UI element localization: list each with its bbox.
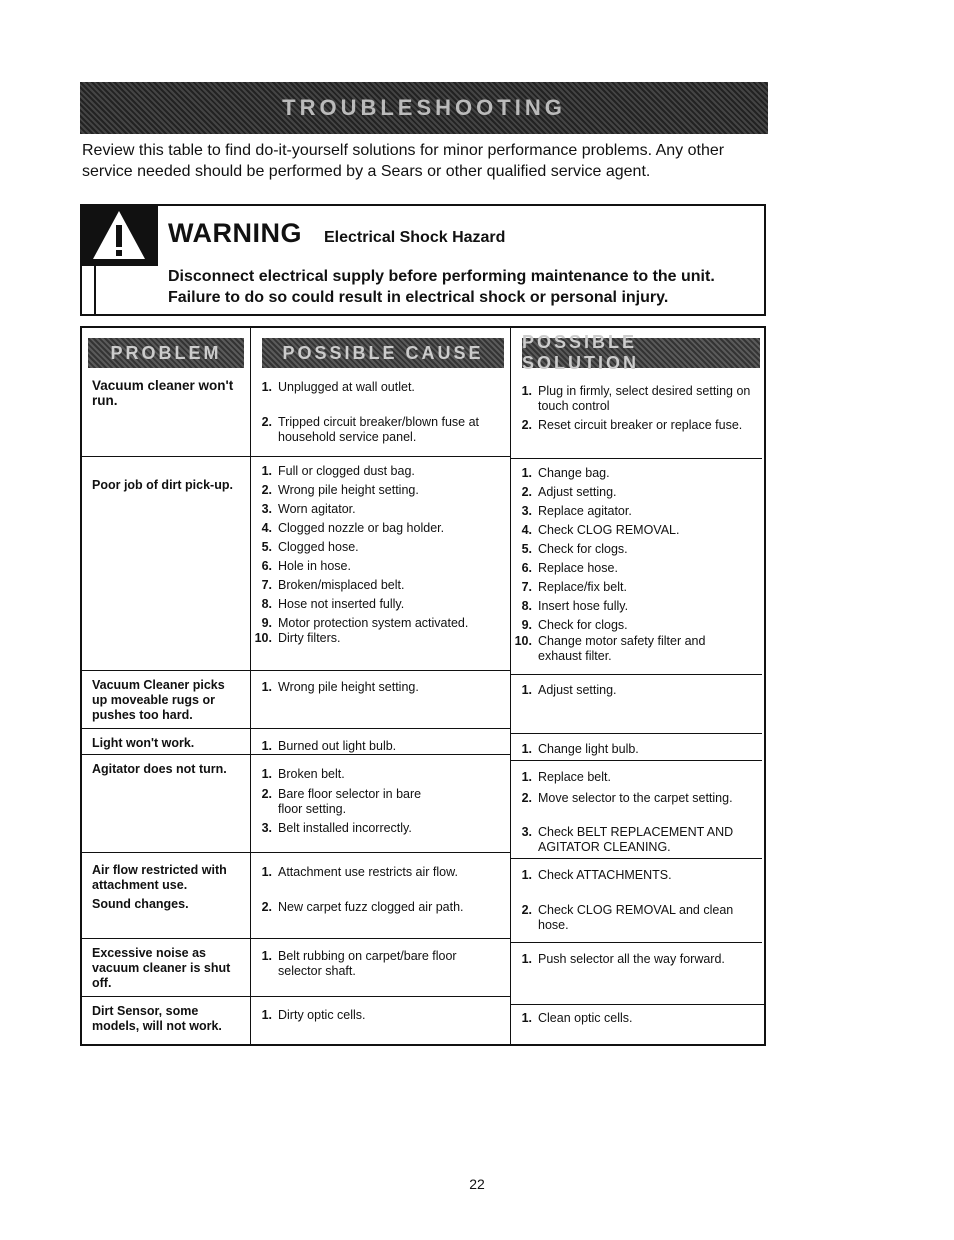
row-divider <box>82 670 510 671</box>
solution-item: 1. Change bag. <box>521 466 610 480</box>
cause-item: 1. Broken belt. <box>261 767 345 781</box>
cause-item: 1. Unplugged at wall outlet. <box>261 380 415 394</box>
problem-text: Vacuum Cleaner picks up moveable rugs or pushes too hard. <box>92 678 225 722</box>
header-problem: PROBLEM <box>88 338 244 368</box>
row-divider <box>82 852 510 853</box>
solution-item: 10. Change motor safety filter and exhaust filter. <box>514 634 706 663</box>
cause-item: 1. Full or clogged dust bag. <box>261 464 415 478</box>
cause-item: 1. Wrong pile height setting. <box>261 680 419 694</box>
cause-item: 10. Dirty filters. <box>254 631 341 645</box>
solution-item: 2. Move selector to the carpet setting. <box>521 791 733 805</box>
row-divider <box>510 733 762 734</box>
header-cause: POSSIBLE CAUSE <box>262 338 504 368</box>
cause-item: 1. Belt rubbing on carpet/bare floor selector shaft. <box>261 949 457 978</box>
cause-item: 9. Motor protection system activated. <box>261 616 469 630</box>
cause-item: 7. Broken/misplaced belt. <box>261 578 405 592</box>
row-divider <box>510 1004 764 1005</box>
row-divider <box>82 996 510 997</box>
solution-item: 1. Plug in firmly, select desired setting on touch control <box>521 384 751 413</box>
problem-text: Excessive noise as vacuum cleaner is shut off. <box>92 946 231 990</box>
cause-item: 5. Clogged hose. <box>261 540 359 554</box>
solution-item: 5. Check for clogs. <box>521 542 628 556</box>
warning-tab <box>80 204 158 266</box>
cause-item: 2. Tripped circuit breaker/blown fuse at household service panel. <box>261 415 480 444</box>
warning-subtitle: Electrical Shock Hazard <box>324 229 506 246</box>
cause-item: 3. Worn agitator. <box>261 502 356 516</box>
solution-item: 2. Reset circuit breaker or replace fuse. <box>521 418 743 432</box>
solution-item: 4. Check CLOG REMOVAL. <box>521 523 680 537</box>
warning-box <box>80 204 766 316</box>
solution-item: 9. Check for clogs. <box>521 618 628 632</box>
cause-item: 4. Clogged nozzle or bag holder. <box>261 521 445 535</box>
row-divider <box>82 728 510 729</box>
problem-text: Poor job of dirt pick-up. <box>92 478 233 492</box>
cause-item: 2. Bare floor selector in bare floor setting. <box>261 787 422 816</box>
row-divider <box>510 674 762 675</box>
column-divider <box>510 328 511 1044</box>
warning-heading <box>168 218 505 249</box>
row-divider <box>510 458 762 459</box>
row-divider <box>82 938 510 939</box>
row-divider <box>82 754 510 755</box>
cause-item: 1. Dirty optic cells. <box>261 1008 366 1022</box>
cause-item: 2. Wrong pile height setting. <box>261 483 419 497</box>
cause-item: 8. Hose not inserted fully. <box>261 597 405 611</box>
cause-item: 3. Belt installed incorrectly. <box>261 821 412 835</box>
solution-item: 1. Replace belt. <box>521 770 611 784</box>
cause-item: 2. New carpet fuzz clogged air path. <box>261 900 464 914</box>
row-divider <box>510 942 762 943</box>
warning-text: Disconnect electrical supply before performing maintenance to the unit. Failure to do so could result in electrical shock or personal injury. <box>168 268 715 306</box>
solution-item: 1. Adjust setting. <box>521 683 617 697</box>
problem-text: Air flow restricted with attachment use. <box>92 863 227 892</box>
row-divider <box>510 760 762 761</box>
solution-item: 1. Check ATTACHMENTS. <box>521 868 672 882</box>
solution-item: 1. Clean optic cells. <box>521 1011 633 1025</box>
problem-text: Vacuum cleaner won't run. <box>92 378 234 408</box>
solution-item: 6. Replace hose. <box>521 561 618 575</box>
troubleshooting-table <box>80 326 766 1046</box>
warning-triangle-icon <box>90 208 148 262</box>
page-title: TROUBLESHOOTING <box>282 95 566 120</box>
page-number: 22 <box>469 1176 485 1192</box>
solution-item: 3. Check BELT REPLACEMENT AND AGITATOR CLEANING. <box>521 825 734 854</box>
header-solution: POSSIBLE SOLUTION <box>522 338 760 368</box>
title-banner <box>80 82 768 134</box>
problem-text: Sound changes. <box>92 897 189 911</box>
warning-rule <box>94 264 96 316</box>
row-divider <box>510 858 762 859</box>
solution-item: 7. Replace/fix belt. <box>521 580 627 594</box>
cause-item: 1. Attachment use restricts air flow. <box>261 865 458 879</box>
solution-item: 3. Replace agitator. <box>521 504 632 518</box>
solution-item: 2. Adjust setting. <box>521 485 617 499</box>
problem-text: Agitator does not turn. <box>92 762 227 776</box>
solution-item: 1. Push selector all the way forward. <box>521 952 725 966</box>
solution-item: 1. Change light bulb. <box>521 742 639 756</box>
cause-item: 1. Burned out light bulb. <box>261 739 397 753</box>
row-divider <box>82 456 510 457</box>
solution-item: 8. Insert hose fully. <box>521 599 629 613</box>
warning-word: WARNING <box>168 218 302 248</box>
problem-text: Dirt Sensor, some models, will not work. <box>92 1004 222 1033</box>
intro-text: Review this table to find do-it-yourself solutions for minor performance problems. Any other service needed should be performed by a Sears or other qualified service agent. <box>82 142 725 180</box>
cause-item: 6. Hole in hose. <box>261 559 351 573</box>
problem-text: Light won't work. <box>92 736 195 750</box>
solution-item: 2. Check CLOG REMOVAL and clean hose. <box>521 903 734 932</box>
column-divider <box>250 328 251 1044</box>
